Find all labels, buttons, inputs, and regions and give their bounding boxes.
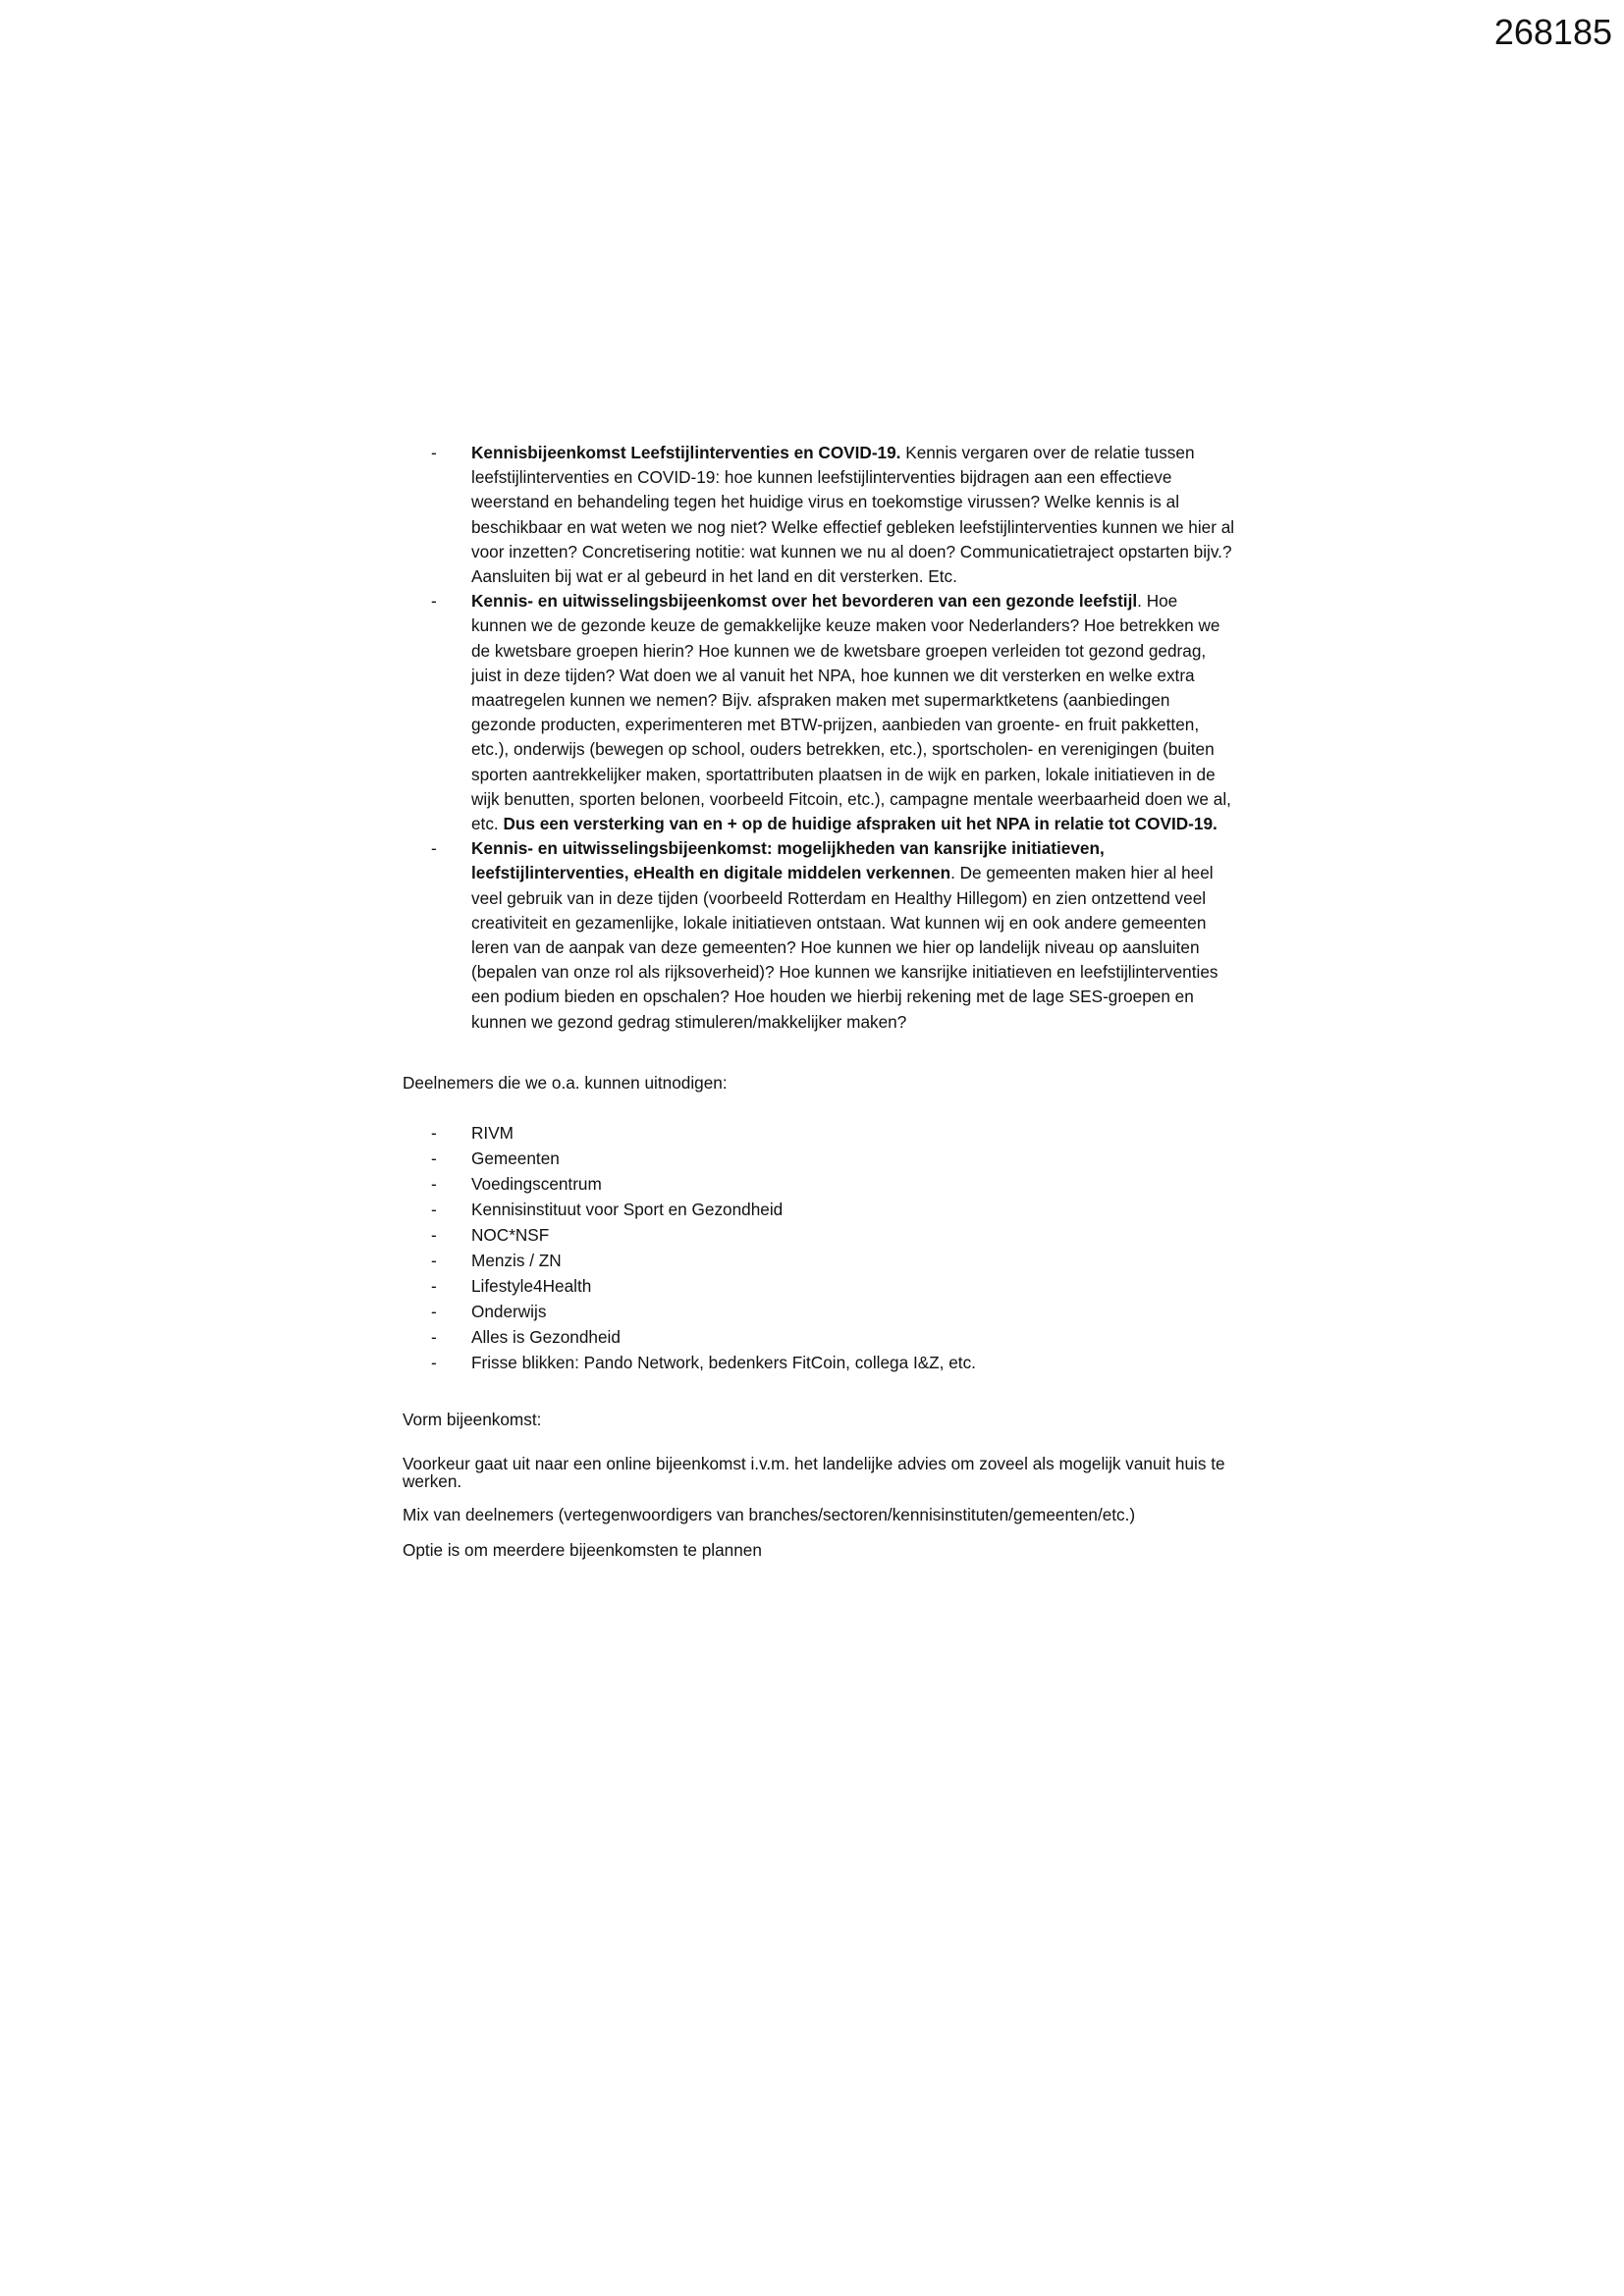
participant-name: Lifestyle4Health xyxy=(471,1275,592,1296)
participants-heading: Deelnemers die we o.a. kunnen uitnodigen: xyxy=(403,1072,728,1093)
bullet-dash: - xyxy=(431,1199,437,1219)
participant-name: NOC*NSF xyxy=(471,1224,550,1245)
participant-item xyxy=(403,1324,1237,1350)
format-paragraph: Voorkeur gaat uit naar een online bijeenkomst i.v.m. het landelijke advies om zoveel als mogelijk vanuit huis te werken. xyxy=(403,1453,1225,1491)
topic-title: Kennisbijeenkomst Leefstijlinterventies en COVID-19. xyxy=(471,443,901,462)
participant-item xyxy=(403,1120,1237,1146)
participant-name: Menzis / ZN xyxy=(471,1250,562,1270)
topic-conclusion: Dus een versterking van en + op de huidige afspraken uit het NPA in relatie tot COVID-19. xyxy=(503,814,1218,834)
format-paragraph: Mix van deelnemers (vertegenwoordigers van branches/sectoren/kennisinstituten/gemeenten/etc.) xyxy=(403,1504,1136,1524)
bullet-dash: - xyxy=(431,591,437,612)
topic-item xyxy=(403,589,1237,836)
participant-name: Voedingscentrum xyxy=(471,1173,602,1194)
bullet-dash: - xyxy=(431,1352,437,1372)
participant-item xyxy=(403,1299,1237,1324)
topic-title: Kennis- en uitwisselingsbijeenkomst: mogelijkheden van kansrijke initiatieven, leefstijlinterventies, eHealth en digitale middelen verkennen xyxy=(471,838,1105,883)
format-heading: Vorm bijeenkomst: xyxy=(403,1409,542,1429)
bullet-dash: - xyxy=(431,838,437,859)
participant-name: Frisse blikken: Pando Network, bedenkers FitCoin, collega I&Z, etc. xyxy=(471,1352,976,1372)
topic-list xyxy=(403,441,1237,1035)
bullet-dash: - xyxy=(431,1326,437,1347)
bullet-dash: - xyxy=(431,1250,437,1270)
participant-item xyxy=(403,1248,1237,1273)
participants-list xyxy=(403,1120,1237,1375)
participant-item xyxy=(403,1350,1237,1375)
participant-item xyxy=(403,1146,1237,1171)
bullet-dash: - xyxy=(431,1173,437,1194)
bullet-dash: - xyxy=(431,1148,437,1168)
participant-name: Onderwijs xyxy=(471,1301,547,1321)
participant-item xyxy=(403,1171,1237,1197)
bullet-dash: - xyxy=(431,1275,437,1296)
participant-item xyxy=(403,1222,1237,1248)
bullet-dash: - xyxy=(431,1301,437,1321)
participant-name: RIVM xyxy=(471,1122,514,1143)
document-number: 268185 xyxy=(1493,12,1612,52)
format-paragraph: Optie is om meerdere bijeenkomsten te plannen xyxy=(403,1539,762,1560)
bullet-dash: - xyxy=(431,1122,437,1143)
document-body xyxy=(403,441,1237,1559)
topic-item xyxy=(403,836,1237,1035)
bullet-dash: - xyxy=(431,443,437,462)
topic-text: . Hoe kunnen we de gezonde keuze de gemakkelijke keuze maken voor Nederlanders? Hoe betrekken we de kwetsbare groepen hierin? Hoe kunnen we de kwetsbare groepen verleiden tot gezond gedrag, juist in deze tijden? Wat doen we al vanuit het NPA, hoe kunnen we dit versterken en welke extra maatregelen kunnen we nemen? Bijv. afspraken maken met supermarktketens (aanbiedingen gezonde producten, experimenteren met BTW-prijzen, aanbieden van groente- en fruit pakketten, etc.), onderwijs (bewegen op school, ouders betrekken, etc.), sportscholen- en verenigingen (buiten sporten aantrekkelijker maken, sportattributen plaatsen in de wijk en parken, lokale initiatieven in de wijk benutten, sporten belonen, voorbeeld Fitcoin, etc.), campagne mentale weerbaarheid doen we al, etc. xyxy=(471,591,1231,834)
participant-item xyxy=(403,1197,1237,1222)
topic-text: Kennis vergaren over de relatie tussen leefstijlinterventies en COVID-19: hoe kunnen leefstijlinterventies bijdragen aan een effectieve weerstand en behandeling tegen het huidige virus en toekomstige virussen? Welke kennis is al beschikbaar en wat weten we nog niet? Welke effectief gebleken leefstijlinterventies kunnen we hier al voor inzetten? Concretisering notitie: wat kunnen we nu al doen? Communicatietraject opstarten bijv.? Aansluiten bij wat er al gebeurd in het land en dit versterken. Etc. xyxy=(471,443,1235,587)
topic-text: . De gemeenten maken hier al heel veel gebruik van in deze tijden (voorbeeld Rotterdam en Healthy Hillegom) en zien ontzettend veel creativiteit en gezamenlijke, lokale initiatieven ontstaan. Wat kunnen wij en ook andere gemeenten leren van de aanpak van deze gemeenten? Hoe kunnen we hier op landelijk niveau op aansluiten (bepalen van onze rol als rijksoverheid)? Hoe kunnen we kansrijke initiatieven en leefstijlinterventies een podium bieden en opschalen? Hoe houden we hierbij rekening met de lage SES-groepen en kunnen we gezond gedrag stimuleren/makkelijker maken? xyxy=(471,863,1218,1032)
topic-item xyxy=(403,441,1237,589)
participant-name: Kennisinstituut voor Sport en Gezondheid xyxy=(471,1199,784,1219)
participant-item xyxy=(403,1273,1237,1299)
participant-name: Alles is Gezondheid xyxy=(471,1326,621,1347)
bullet-dash: - xyxy=(431,1224,437,1245)
topic-title: Kennis- en uitwisselingsbijeenkomst over het bevorderen van een gezonde leefstijl xyxy=(471,591,1138,612)
participant-name: Gemeenten xyxy=(471,1148,560,1168)
